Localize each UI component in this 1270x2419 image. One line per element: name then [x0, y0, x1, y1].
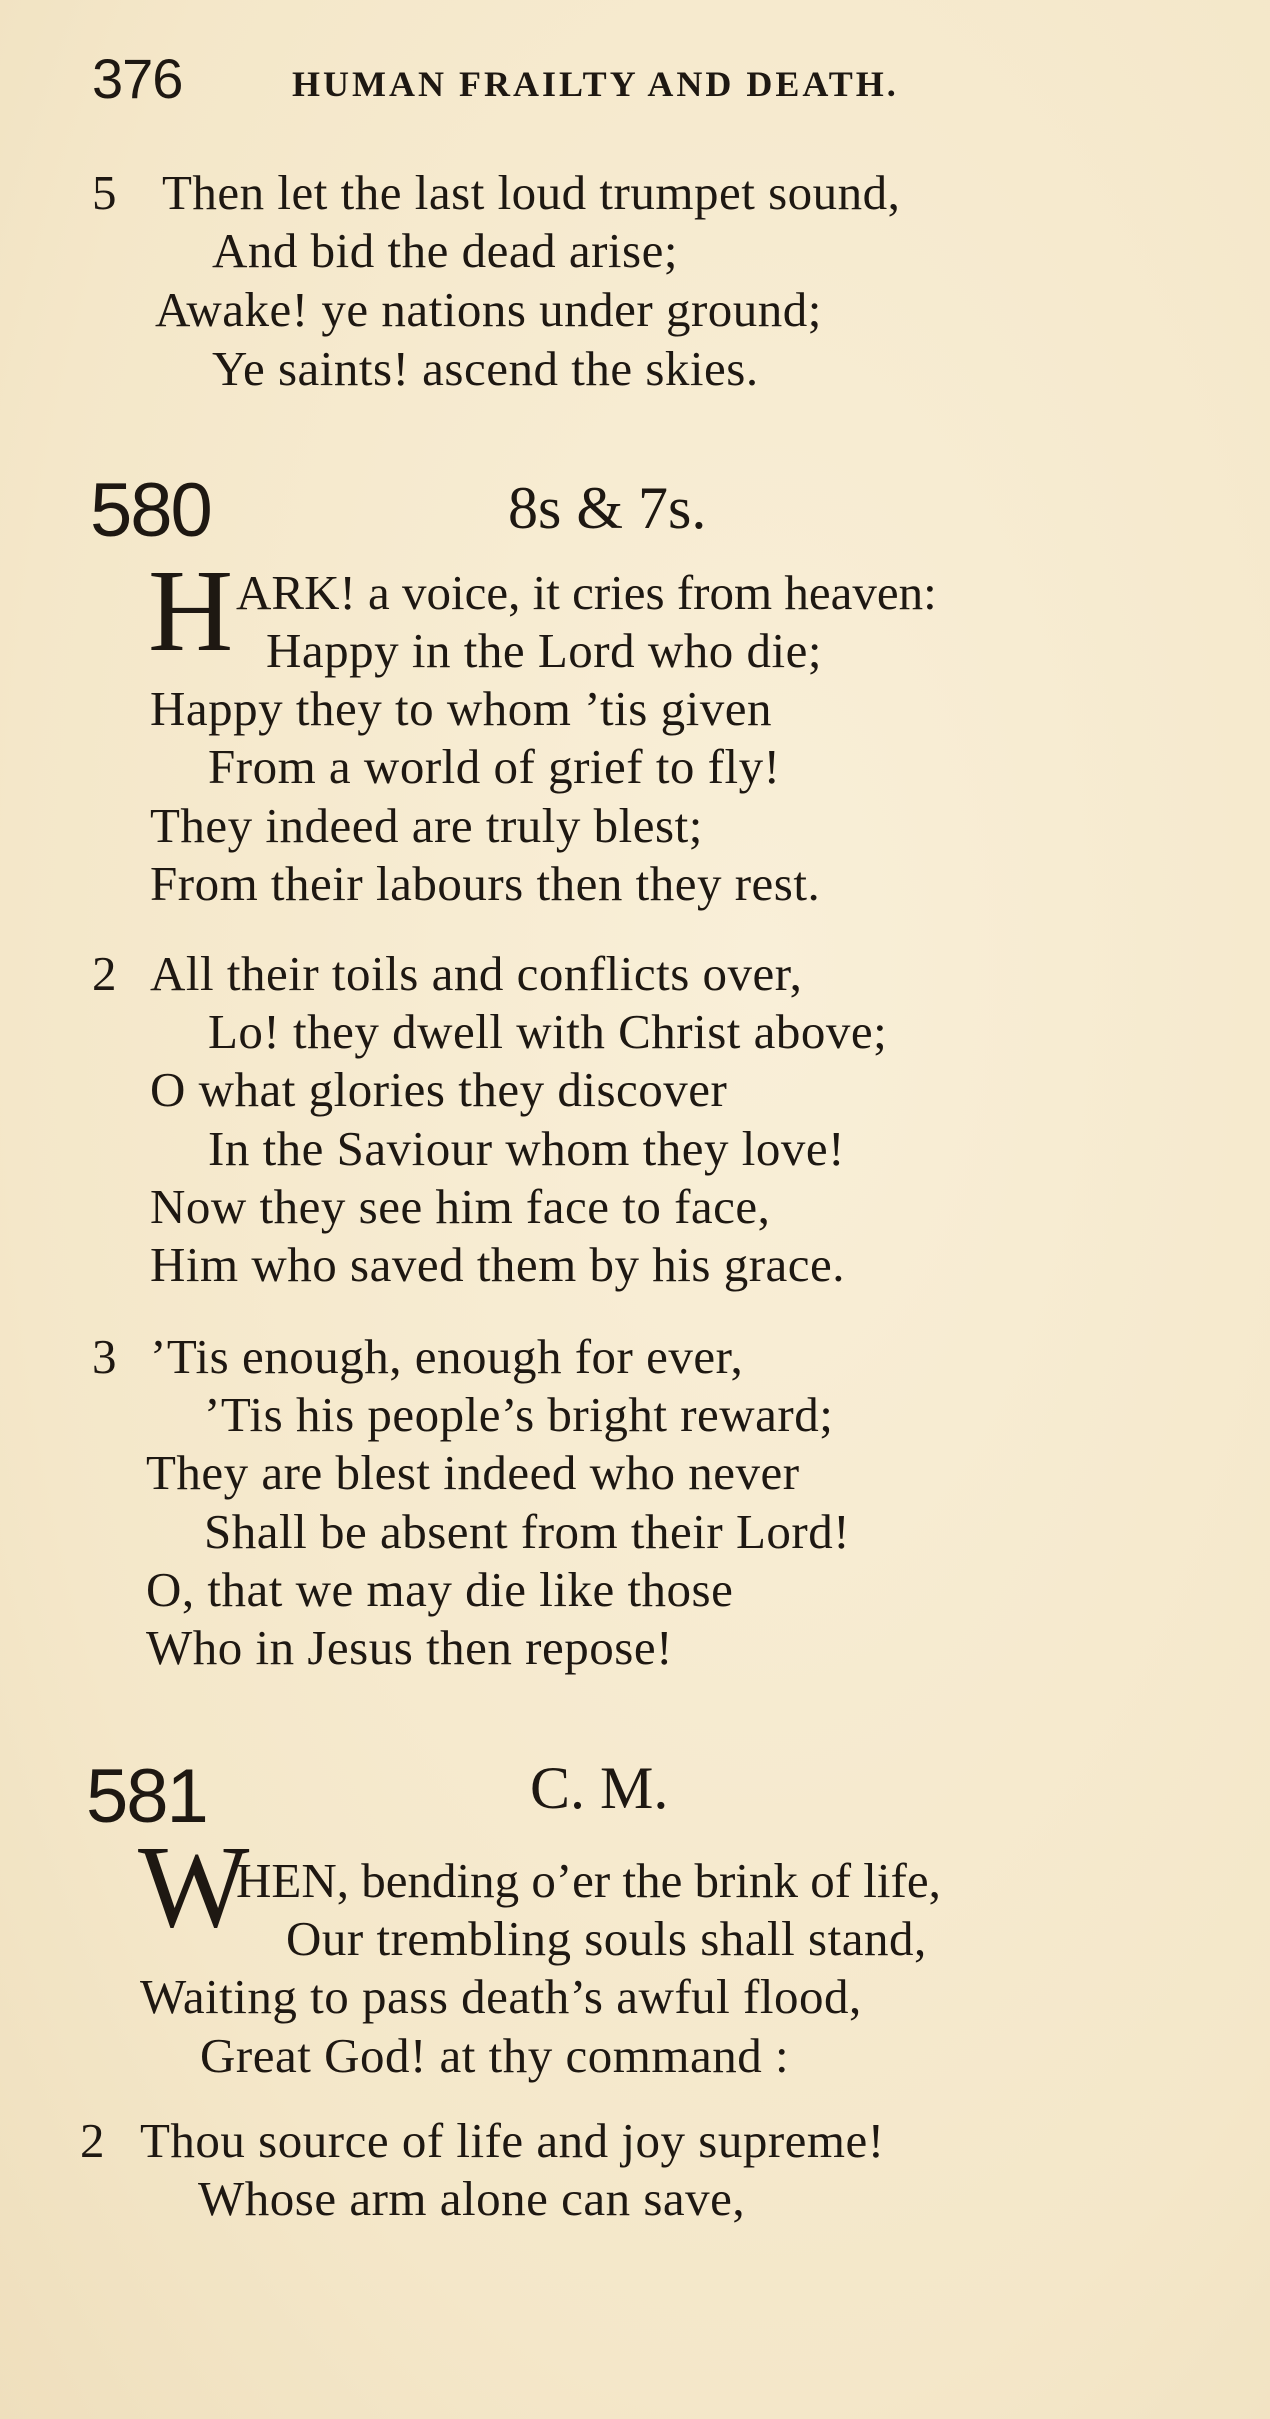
- hymn-number: 581: [86, 1754, 207, 1839]
- hymn-meter: C. M.: [530, 1755, 669, 1821]
- verse-line: Ye saints! ascend the skies.: [212, 341, 759, 396]
- verse-line: They are blest indeed who never: [146, 1445, 800, 1500]
- verse-line: ARK! a voice, it cries from heaven:: [236, 565, 937, 620]
- verse-number: 3: [92, 1329, 117, 1384]
- verse-line: Happy they to whom ’tis given: [150, 681, 772, 736]
- verse-number: 5: [92, 165, 117, 220]
- verse-line: ’Tis enough, enough for ever,: [150, 1329, 744, 1384]
- verse-line: HEN, bending o’er the brink of life,: [236, 1853, 941, 1908]
- running-head: [92, 44, 1012, 114]
- verse-line: Who in Jesus then repose!: [146, 1620, 673, 1675]
- verse-line: From their labours then they rest.: [150, 856, 821, 911]
- hymn-meter: 8s & 7s.: [508, 475, 707, 541]
- verse-line: Waiting to pass death’s awful flood,: [140, 1969, 862, 2024]
- verse-line: Lo! they dwell with Christ above;: [208, 1004, 888, 1059]
- verse-line: ’Tis his people’s bright reward;: [204, 1387, 834, 1442]
- verse-line: Now they see him face to face,: [150, 1179, 771, 1234]
- verse-line: Happy in the Lord who die;: [266, 623, 822, 678]
- verse-number: 2: [92, 946, 117, 1001]
- verse-line: Our trembling souls shall stand,: [286, 1911, 927, 1966]
- verse-line: Great God! at thy command :: [200, 2028, 790, 2083]
- verse-number: 2: [80, 2113, 105, 2168]
- verse-line: O, that we may die like those: [146, 1562, 734, 1617]
- page-number: 376: [92, 47, 183, 110]
- verse-line: Whose arm alone can save,: [198, 2171, 746, 2226]
- drop-cap: H: [148, 545, 234, 676]
- hymn-number: 580: [90, 468, 211, 553]
- verse-line: And bid the dead arise;: [212, 223, 678, 278]
- verse-line: Thou source of life and joy supreme!: [140, 2113, 885, 2168]
- page-heading: HUMAN FRAILTY AND DEATH.: [292, 64, 899, 104]
- verse-line: Awake! ye nations under ground;: [155, 282, 822, 337]
- verse-line: Shall be absent from their Lord!: [204, 1504, 851, 1559]
- verse-line: From a world of grief to fly!: [208, 739, 781, 794]
- verse-line: They indeed are truly blest;: [150, 798, 703, 853]
- verse-line: O what glories they discover: [150, 1062, 728, 1117]
- verse-line: Him who saved them by his grace.: [150, 1237, 846, 1292]
- drop-cap: W: [138, 1821, 250, 1952]
- verse-line: All their toils and conflicts over,: [150, 946, 803, 1001]
- verse-line: Then let the last loud trumpet sound,: [162, 165, 901, 220]
- verse-line: In the Saviour whom they love!: [208, 1121, 845, 1176]
